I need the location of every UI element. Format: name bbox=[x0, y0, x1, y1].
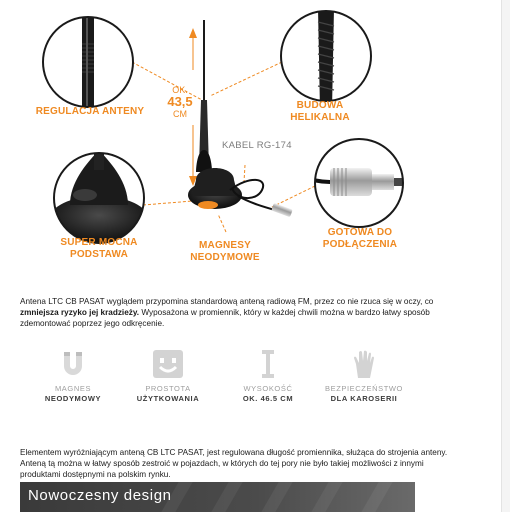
intro-line-2 bbox=[20, 307, 482, 318]
feature-magnet bbox=[23, 350, 123, 404]
feature-height-bottom: OK. 46.5 CM bbox=[242, 394, 294, 403]
label-base-line1: SUPER MOCNA bbox=[60, 237, 138, 248]
intro-bold: zmniejsza ryzyko jej kradzieży. bbox=[20, 308, 140, 317]
outro-line-3: produktami dostępnymi na polskim rynku. bbox=[20, 470, 171, 479]
height-value: 43,5 bbox=[167, 94, 193, 109]
banner-stripe bbox=[311, 482, 342, 512]
feature-magnet-top: MAGNES bbox=[54, 384, 92, 393]
banner-title: Nowoczesny design bbox=[28, 487, 172, 504]
feature-height-top: WYSOKOŚĆ bbox=[243, 384, 293, 393]
zoom-base bbox=[49, 140, 149, 244]
height-unit: CM bbox=[173, 109, 187, 119]
banner-stripe bbox=[261, 482, 292, 512]
label-cable: KABEL RG-174 bbox=[222, 140, 292, 151]
hand-icon bbox=[346, 350, 382, 378]
label-helical-line2: HELIKALNA bbox=[290, 112, 350, 123]
outro-line-1: Elementem wyróżniającym anteną CB LTC PASAT, jest regulowana długość promiennika, służąca do strojenia anteny. bbox=[20, 448, 448, 457]
feature-safety bbox=[314, 350, 414, 404]
feature-safety-top: BEZPIECZEŃSTWO bbox=[325, 384, 403, 393]
zoom-regulation bbox=[43, 10, 133, 120]
intro-paragraph bbox=[20, 296, 482, 329]
zoom-connector bbox=[300, 139, 404, 227]
label-connector-line1: GOTOWA DO bbox=[327, 227, 393, 238]
feature-simplicity-top: PROSTOTA bbox=[145, 384, 191, 393]
outro-paragraph bbox=[20, 447, 482, 480]
smiley-icon bbox=[150, 350, 186, 378]
label-magnets-line1: MAGNESY bbox=[199, 240, 251, 251]
feature-simplicity bbox=[118, 350, 218, 404]
feature-simplicity-bottom: UŻYTKOWANIA bbox=[136, 394, 200, 403]
height-prefix: OK. bbox=[172, 85, 188, 95]
antenna-product bbox=[188, 20, 293, 217]
intro-line-3: zdemontować poprzez jego odkręcenie. bbox=[20, 319, 165, 328]
label-base-line2: PODSTAWA bbox=[69, 249, 129, 260]
label-magnets-line2: NEODYMOWE bbox=[190, 252, 260, 263]
magnet-icon bbox=[55, 350, 91, 378]
height-icon bbox=[250, 350, 286, 378]
label-regulation: REGULACJA ANTENY bbox=[35, 106, 145, 117]
label-base bbox=[54, 237, 144, 261]
label-magnets bbox=[186, 240, 264, 264]
feature-safety-bottom: DLA KAROSERII bbox=[330, 394, 398, 403]
label-helical-line1: BUDOWA bbox=[296, 100, 344, 111]
label-connector bbox=[318, 227, 402, 251]
label-helical bbox=[286, 100, 354, 124]
label-connector-line2: PODŁĄCZENIA bbox=[322, 239, 398, 250]
outro-line-2: Anteną tą można w łatwy sposób zestroić w pojazdach, w których do tej pory nie było takiej możliwości z innymi bbox=[20, 459, 424, 468]
intro-line-2-rest: Wyposażona w promiennik, który w każdej chwili można w bardzo łatwy sposób bbox=[139, 308, 430, 317]
banner-stripe bbox=[211, 482, 242, 512]
page-edge bbox=[501, 0, 510, 512]
feature-magnet-bottom: NEODYMOWY bbox=[44, 394, 102, 403]
banner-stripe bbox=[361, 482, 392, 512]
zoom-helical bbox=[281, 8, 371, 110]
intro-line-1: Antena LTC CB PASAT wyglądem przypomina standardową anteną radiową FM, przez co nie rzuca się w oczy, co bbox=[20, 297, 434, 306]
label-height bbox=[166, 85, 194, 119]
feature-height bbox=[218, 350, 318, 404]
section-banner bbox=[20, 482, 415, 512]
